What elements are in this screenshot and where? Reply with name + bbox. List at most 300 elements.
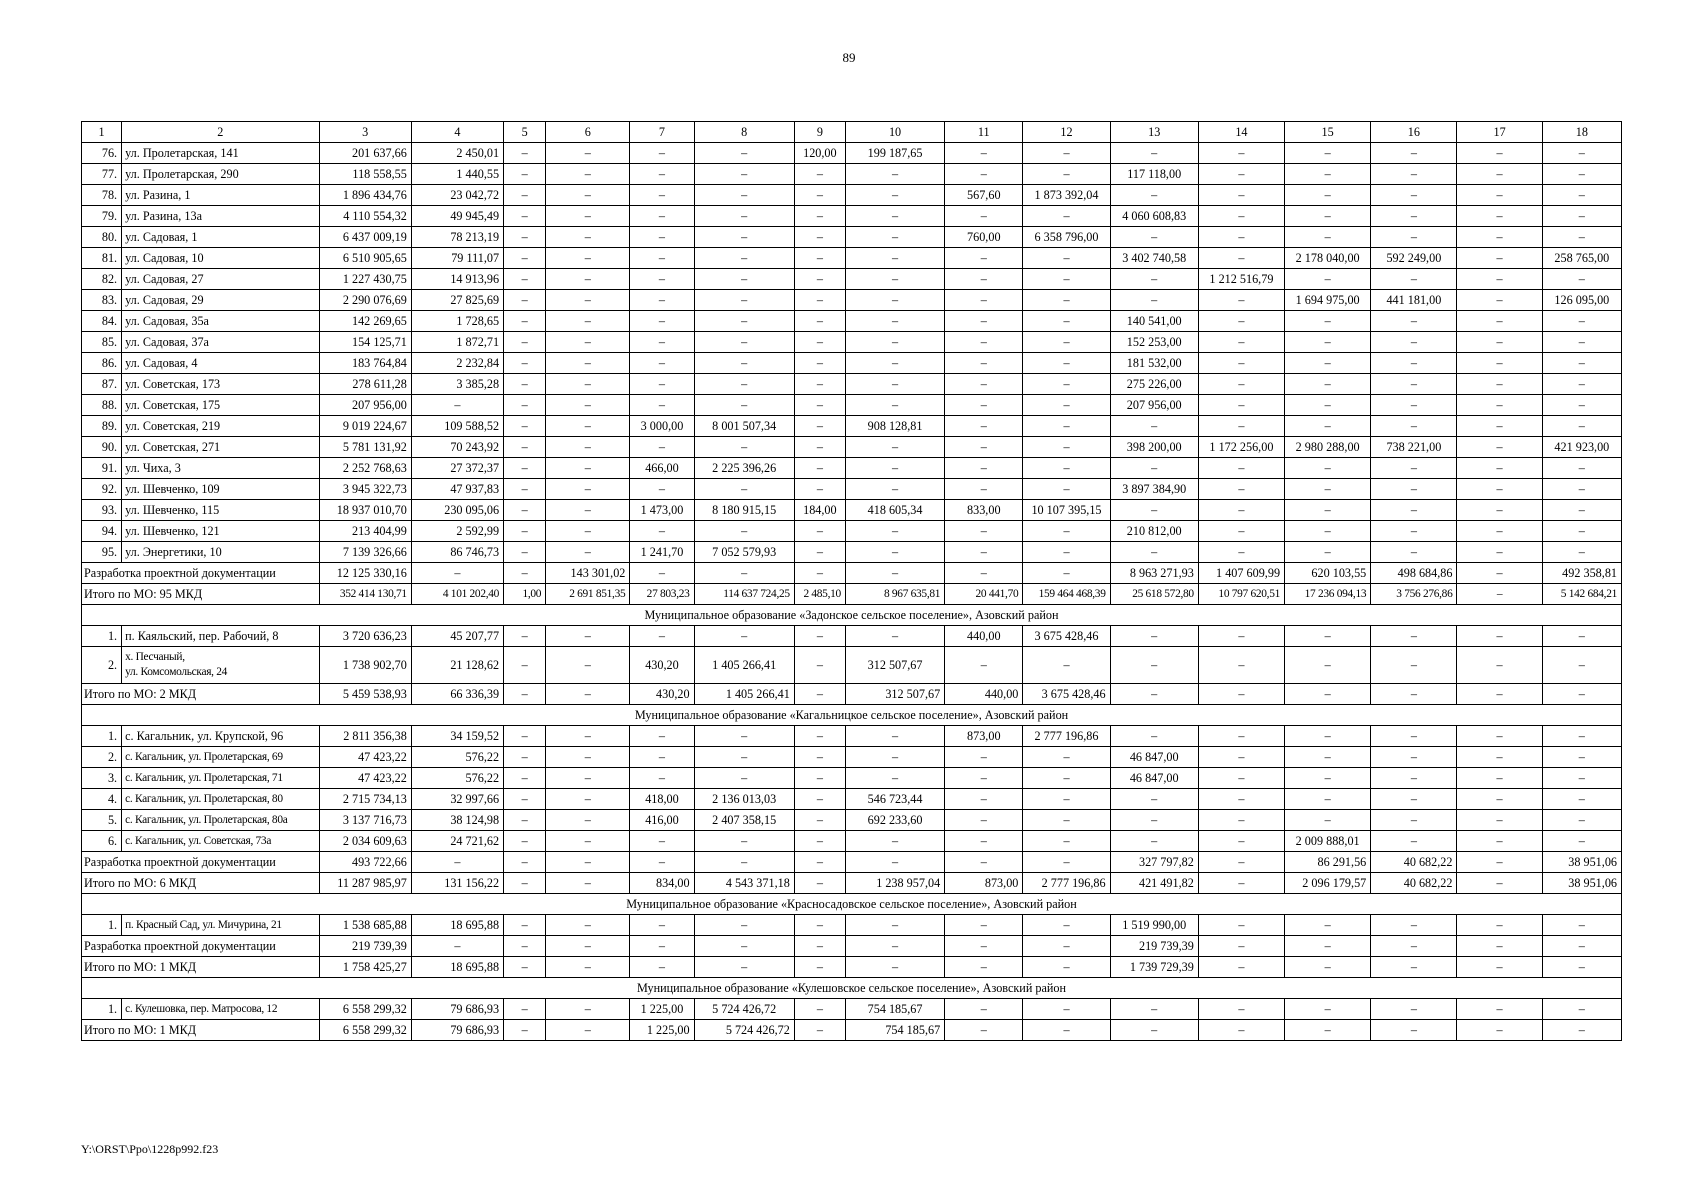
table-cell: 834,00: [630, 873, 694, 894]
table-cell: –: [694, 248, 794, 269]
table-row: [82, 374, 1622, 395]
table-cell: –: [1198, 143, 1284, 164]
table-cell: –: [794, 726, 845, 747]
table-cell: –: [546, 747, 630, 768]
table-cell: –: [1110, 647, 1198, 684]
table-cell: 2 096 179,57: [1285, 873, 1371, 894]
column-number-header: 9: [794, 122, 845, 143]
table-row: [82, 542, 1622, 563]
row-number: 92.: [82, 479, 122, 500]
summary-label: Итого по МО: 95 МКД: [82, 584, 320, 605]
table-row: [82, 248, 1622, 269]
table-cell: –: [1457, 206, 1542, 227]
table-cell: –: [504, 626, 546, 647]
table-cell: 1 405 266,41: [694, 647, 794, 684]
table-row: [82, 353, 1622, 374]
table-cell: –: [546, 185, 630, 206]
table-row: [82, 164, 1622, 185]
table-cell: –: [1542, 479, 1621, 500]
table-cell: 1 407 609,99: [1198, 563, 1284, 584]
table-cell: 398 200,00: [1110, 437, 1198, 458]
column-number-header: 14: [1198, 122, 1284, 143]
table-cell: –: [1285, 269, 1371, 290]
table-cell: –: [630, 269, 694, 290]
table-cell: –: [1198, 726, 1284, 747]
table-row: [82, 626, 1622, 647]
table-cell: 1 238 957,04: [845, 873, 944, 894]
table-cell: 3 945 322,73: [319, 479, 411, 500]
table-cell: –: [1198, 999, 1284, 1020]
table-cell: –: [504, 269, 546, 290]
table-cell: 38 124,98: [411, 810, 503, 831]
table-cell: –: [1198, 185, 1284, 206]
table-cell: –: [1198, 852, 1284, 873]
table-cell: –: [1198, 810, 1284, 831]
column-number-header: 3: [319, 122, 411, 143]
table-row: [82, 999, 1622, 1020]
table-cell: 40 682,22: [1371, 852, 1457, 873]
table-cell: –: [1457, 873, 1542, 894]
table-cell: –: [1457, 290, 1542, 311]
table-cell: –: [1023, 999, 1110, 1020]
table-cell: –: [794, 416, 845, 437]
table-cell: –: [504, 500, 546, 521]
table-cell: 3 897 384,90: [1110, 479, 1198, 500]
row-number: 85.: [82, 332, 122, 353]
table-cell: –: [1457, 726, 1542, 747]
table-cell: –: [1371, 999, 1457, 1020]
table-cell: –: [945, 248, 1023, 269]
address-cell: ул. Пролетарская, 290: [122, 164, 320, 185]
section-heading: Муниципальное образование «Кулешовское сельское поселение», Азовский район: [82, 978, 1622, 999]
row-number: 81.: [82, 248, 122, 269]
table-cell: 418,00: [630, 789, 694, 810]
table-cell: –: [546, 647, 630, 684]
column-number-header: 7: [630, 122, 694, 143]
table-cell: –: [945, 831, 1023, 852]
table-cell: –: [694, 311, 794, 332]
section-heading-row: [82, 605, 1622, 626]
summary-row: [82, 852, 1622, 873]
table-cell: –: [694, 768, 794, 789]
table-cell: –: [1198, 915, 1284, 936]
table-cell: –: [694, 164, 794, 185]
table-cell: 5 142 684,21: [1542, 584, 1621, 605]
summary-row: [82, 1020, 1622, 1041]
table-cell: –: [1542, 353, 1621, 374]
address-cell: х. Песчаный, ул. Комсомольская, 24: [122, 647, 320, 684]
table-cell: –: [411, 563, 503, 584]
table-cell: –: [694, 290, 794, 311]
table-cell: 86 746,73: [411, 542, 503, 563]
table-cell: –: [845, 395, 944, 416]
table-cell: 154 125,71: [319, 332, 411, 353]
table-cell: –: [1110, 185, 1198, 206]
table-cell: –: [1457, 164, 1542, 185]
table-cell: –: [694, 479, 794, 500]
section-heading: Муниципальное образование «Красносадовское сельское поселение», Азовский район: [82, 894, 1622, 915]
table-cell: 70 243,92: [411, 437, 503, 458]
table-cell: 17 236 094,13: [1285, 584, 1371, 605]
table-cell: –: [1023, 521, 1110, 542]
table-cell: –: [546, 248, 630, 269]
table-cell: –: [504, 852, 546, 873]
table-cell: 207 956,00: [319, 395, 411, 416]
table-cell: –: [1023, 311, 1110, 332]
table-cell: –: [546, 542, 630, 563]
table-cell: –: [1285, 726, 1371, 747]
table-cell: –: [630, 290, 694, 311]
table-cell: –: [845, 852, 944, 873]
table-cell: –: [546, 437, 630, 458]
table-cell: 312 507,67: [845, 684, 944, 705]
table-cell: –: [504, 437, 546, 458]
row-number: 1.: [82, 626, 122, 647]
table-cell: 11 287 985,97: [319, 873, 411, 894]
table-cell: –: [546, 395, 630, 416]
table-cell: –: [794, 290, 845, 311]
table-cell: 466,00: [630, 458, 694, 479]
table-row: [82, 726, 1622, 747]
table-cell: –: [1457, 626, 1542, 647]
table-row: [82, 810, 1622, 831]
table-cell: 49 945,49: [411, 206, 503, 227]
table-cell: –: [1110, 1020, 1198, 1041]
address-cell: ул. Пролетарская, 141: [122, 143, 320, 164]
table-cell: –: [1457, 185, 1542, 206]
table-cell: 118 558,55: [319, 164, 411, 185]
table-cell: –: [1371, 768, 1457, 789]
table-cell: –: [630, 227, 694, 248]
table-cell: –: [1457, 353, 1542, 374]
table-cell: –: [794, 227, 845, 248]
table-cell: 38 951,06: [1542, 873, 1621, 894]
table-cell: –: [546, 353, 630, 374]
table-cell: –: [1542, 521, 1621, 542]
table-cell: –: [1371, 332, 1457, 353]
table-cell: –: [794, 311, 845, 332]
table-cell: –: [1023, 458, 1110, 479]
table-cell: –: [694, 395, 794, 416]
column-number-header: 8: [694, 122, 794, 143]
table-cell: –: [845, 269, 944, 290]
address-cell: ул. Советская, 271: [122, 437, 320, 458]
table-cell: 2 811 356,38: [319, 726, 411, 747]
table-cell: 1 538 685,88: [319, 915, 411, 936]
table-row: [82, 437, 1622, 458]
table-row: [82, 831, 1622, 852]
table-cell: –: [1457, 647, 1542, 684]
table-cell: –: [845, 936, 944, 957]
table-cell: –: [945, 936, 1023, 957]
table-cell: –: [1457, 542, 1542, 563]
table-cell: 2 136 013,03: [694, 789, 794, 810]
table-cell: 219 739,39: [1110, 936, 1198, 957]
table-cell: –: [794, 852, 845, 873]
table-cell: –: [546, 999, 630, 1020]
table-cell: –: [945, 852, 1023, 873]
table-cell: –: [1198, 332, 1284, 353]
table-cell: –: [1457, 584, 1542, 605]
table-cell: –: [1110, 458, 1198, 479]
table-cell: –: [1285, 810, 1371, 831]
table-cell: 3 675 428,46: [1023, 626, 1110, 647]
table-cell: 3 000,00: [630, 416, 694, 437]
table-cell: –: [694, 852, 794, 873]
table-cell: 2 485,10: [794, 584, 845, 605]
table-cell: 1 738 902,70: [319, 647, 411, 684]
table-cell: –: [794, 915, 845, 936]
table-cell: –: [1198, 227, 1284, 248]
address-cell: ул. Энергетики, 10: [122, 542, 320, 563]
column-number-header: 12: [1023, 122, 1110, 143]
table-cell: 1 519 990,00: [1110, 915, 1198, 936]
table-cell: 327 797,82: [1110, 852, 1198, 873]
table-cell: 4 060 608,83: [1110, 206, 1198, 227]
table-cell: –: [630, 395, 694, 416]
table-cell: –: [1023, 479, 1110, 500]
table-cell: –: [1023, 852, 1110, 873]
table-cell: –: [945, 563, 1023, 584]
table-cell: 692 233,60: [845, 810, 944, 831]
table-cell: –: [630, 437, 694, 458]
table-cell: –: [1542, 311, 1621, 332]
table-cell: –: [1198, 1020, 1284, 1041]
table-cell: –: [504, 789, 546, 810]
table-cell: –: [1110, 626, 1198, 647]
table-cell: –: [1198, 873, 1284, 894]
table-cell: 2 715 734,13: [319, 789, 411, 810]
table-cell: 2 225 396,26: [694, 458, 794, 479]
table-cell: –: [504, 726, 546, 747]
table-cell: 79 686,93: [411, 1020, 503, 1041]
table-cell: –: [630, 563, 694, 584]
table-cell: –: [1198, 747, 1284, 768]
table-cell: 441 181,00: [1371, 290, 1457, 311]
table-cell: –: [1542, 416, 1621, 437]
table-cell: –: [1457, 395, 1542, 416]
table-cell: –: [794, 269, 845, 290]
table-cell: –: [794, 957, 845, 978]
table-cell: –: [694, 374, 794, 395]
table-cell: –: [1110, 143, 1198, 164]
table-cell: –: [694, 185, 794, 206]
table-cell: –: [1371, 726, 1457, 747]
table-cell: –: [630, 852, 694, 873]
register-table-container: [81, 121, 1622, 1041]
table-cell: –: [1457, 936, 1542, 957]
column-number-header: 17: [1457, 122, 1542, 143]
table-cell: –: [1371, 789, 1457, 810]
table-cell: –: [1457, 1020, 1542, 1041]
table-cell: –: [845, 957, 944, 978]
table-cell: –: [1542, 626, 1621, 647]
table-cell: 1 225,00: [630, 1020, 694, 1041]
table-cell: –: [504, 647, 546, 684]
table-cell: –: [1110, 269, 1198, 290]
table-cell: 498 684,86: [1371, 563, 1457, 584]
table-cell: –: [945, 999, 1023, 1020]
table-cell: –: [630, 185, 694, 206]
row-number: 2.: [82, 647, 122, 684]
table-cell: –: [1285, 311, 1371, 332]
table-cell: –: [1023, 143, 1110, 164]
table-cell: –: [630, 143, 694, 164]
table-cell: –: [794, 458, 845, 479]
table-cell: –: [1285, 227, 1371, 248]
table-cell: –: [504, 1020, 546, 1041]
address-cell: ул. Садовая, 4: [122, 353, 320, 374]
table-cell: –: [1542, 458, 1621, 479]
table-cell: 114 637 724,25: [694, 584, 794, 605]
table-cell: –: [694, 957, 794, 978]
address-cell: с. Кагальник, ул. Пролетарская, 71: [122, 768, 320, 789]
table-cell: –: [546, 521, 630, 542]
row-number: 80.: [82, 227, 122, 248]
table-cell: –: [1198, 768, 1284, 789]
table-cell: 18 937 010,70: [319, 500, 411, 521]
section-heading-row: [82, 894, 1622, 915]
table-cell: 23 042,72: [411, 185, 503, 206]
table-cell: –: [945, 311, 1023, 332]
table-cell: –: [1542, 206, 1621, 227]
table-cell: –: [546, 332, 630, 353]
table-cell: 2 009 888,01: [1285, 831, 1371, 852]
table-cell: –: [630, 311, 694, 332]
table-cell: 25 618 572,80: [1110, 584, 1198, 605]
table-cell: –: [1542, 810, 1621, 831]
table-row: [82, 458, 1622, 479]
table-cell: –: [945, 542, 1023, 563]
table-cell: –: [504, 563, 546, 584]
table-cell: –: [945, 458, 1023, 479]
table-cell: 5 781 131,92: [319, 437, 411, 458]
table-cell: 1 172 256,00: [1198, 437, 1284, 458]
table-cell: 183 764,84: [319, 353, 411, 374]
table-cell: –: [794, 999, 845, 1020]
table-cell: –: [845, 458, 944, 479]
table-cell: –: [794, 647, 845, 684]
table-cell: 833,00: [945, 500, 1023, 521]
table-cell: 1 440,55: [411, 164, 503, 185]
table-cell: –: [1023, 353, 1110, 374]
table-cell: 159 464 468,39: [1023, 584, 1110, 605]
table-cell: 213 404,99: [319, 521, 411, 542]
table-cell: –: [546, 500, 630, 521]
table-cell: –: [504, 332, 546, 353]
table-cell: 1 739 729,39: [1110, 957, 1198, 978]
table-cell: –: [630, 831, 694, 852]
table-cell: –: [1542, 143, 1621, 164]
table-cell: 760,00: [945, 227, 1023, 248]
table-cell: –: [546, 684, 630, 705]
table-cell: 38 951,06: [1542, 852, 1621, 873]
table-cell: –: [694, 626, 794, 647]
table-cell: –: [546, 416, 630, 437]
table-cell: 352 414 130,71: [319, 584, 411, 605]
table-cell: –: [1023, 164, 1110, 185]
table-cell: –: [1457, 458, 1542, 479]
table-cell: –: [546, 873, 630, 894]
table-cell: –: [1371, 164, 1457, 185]
table-cell: –: [546, 458, 630, 479]
table-cell: 86 291,56: [1285, 852, 1371, 873]
table-cell: –: [1542, 999, 1621, 1020]
table-cell: –: [845, 164, 944, 185]
table-cell: –: [1542, 1020, 1621, 1041]
summary-label: Разработка проектной документации: [82, 563, 320, 584]
table-cell: 78 213,19: [411, 227, 503, 248]
column-number-header: 2: [122, 122, 320, 143]
table-cell: 738 221,00: [1371, 437, 1457, 458]
table-cell: –: [1542, 647, 1621, 684]
summary-row: [82, 684, 1622, 705]
table-cell: –: [945, 353, 1023, 374]
table-cell: 47 423,22: [319, 747, 411, 768]
table-cell: –: [1110, 726, 1198, 747]
table-cell: –: [546, 374, 630, 395]
table-cell: –: [1371, 915, 1457, 936]
table-cell: –: [1198, 206, 1284, 227]
table-cell: 109 588,52: [411, 416, 503, 437]
table-cell: 21 128,62: [411, 647, 503, 684]
table-cell: –: [1457, 311, 1542, 332]
table-cell: –: [794, 684, 845, 705]
table-cell: –: [504, 810, 546, 831]
table-cell: 143 301,02: [546, 563, 630, 584]
table-cell: –: [504, 747, 546, 768]
address-cell: п. Красный Сад, ул. Мичурина, 21: [122, 915, 320, 936]
table-cell: –: [694, 936, 794, 957]
column-number-header: 15: [1285, 122, 1371, 143]
table-cell: 1 896 434,76: [319, 185, 411, 206]
table-row: [82, 395, 1622, 416]
table-cell: –: [1023, 395, 1110, 416]
table-cell: –: [546, 143, 630, 164]
table-cell: 2 252 768,63: [319, 458, 411, 479]
table-cell: 6 437 009,19: [319, 227, 411, 248]
table-row: [82, 416, 1622, 437]
table-cell: –: [845, 290, 944, 311]
table-cell: –: [504, 768, 546, 789]
table-row: [82, 269, 1622, 290]
table-cell: –: [1023, 647, 1110, 684]
table-cell: –: [1542, 726, 1621, 747]
row-number: 1.: [82, 726, 122, 747]
table-cell: –: [845, 726, 944, 747]
table-cell: –: [945, 1020, 1023, 1041]
table-cell: –: [1023, 437, 1110, 458]
page-number: 89: [842, 50, 856, 65]
table-cell: –: [1371, 684, 1457, 705]
table-cell: 47 423,22: [319, 768, 411, 789]
summary-row: [82, 936, 1622, 957]
table-cell: –: [1371, 206, 1457, 227]
table-cell: 2 980 288,00: [1285, 437, 1371, 458]
table-cell: –: [546, 269, 630, 290]
table-cell: –: [794, 831, 845, 852]
section-heading: Муниципальное образование «Задонское сельское поселение», Азовский район: [82, 605, 1622, 626]
address-cell: с. Кагальник, ул. Советская, 73а: [122, 831, 320, 852]
table-cell: –: [1457, 143, 1542, 164]
address-cell: ул. Садовая, 1: [122, 227, 320, 248]
table-row: [82, 185, 1622, 206]
table-cell: 7 139 326,66: [319, 542, 411, 563]
table-cell: –: [1457, 374, 1542, 395]
table-cell: –: [1023, 831, 1110, 852]
table-cell: 4 101 202,40: [411, 584, 503, 605]
row-number: 1.: [82, 915, 122, 936]
